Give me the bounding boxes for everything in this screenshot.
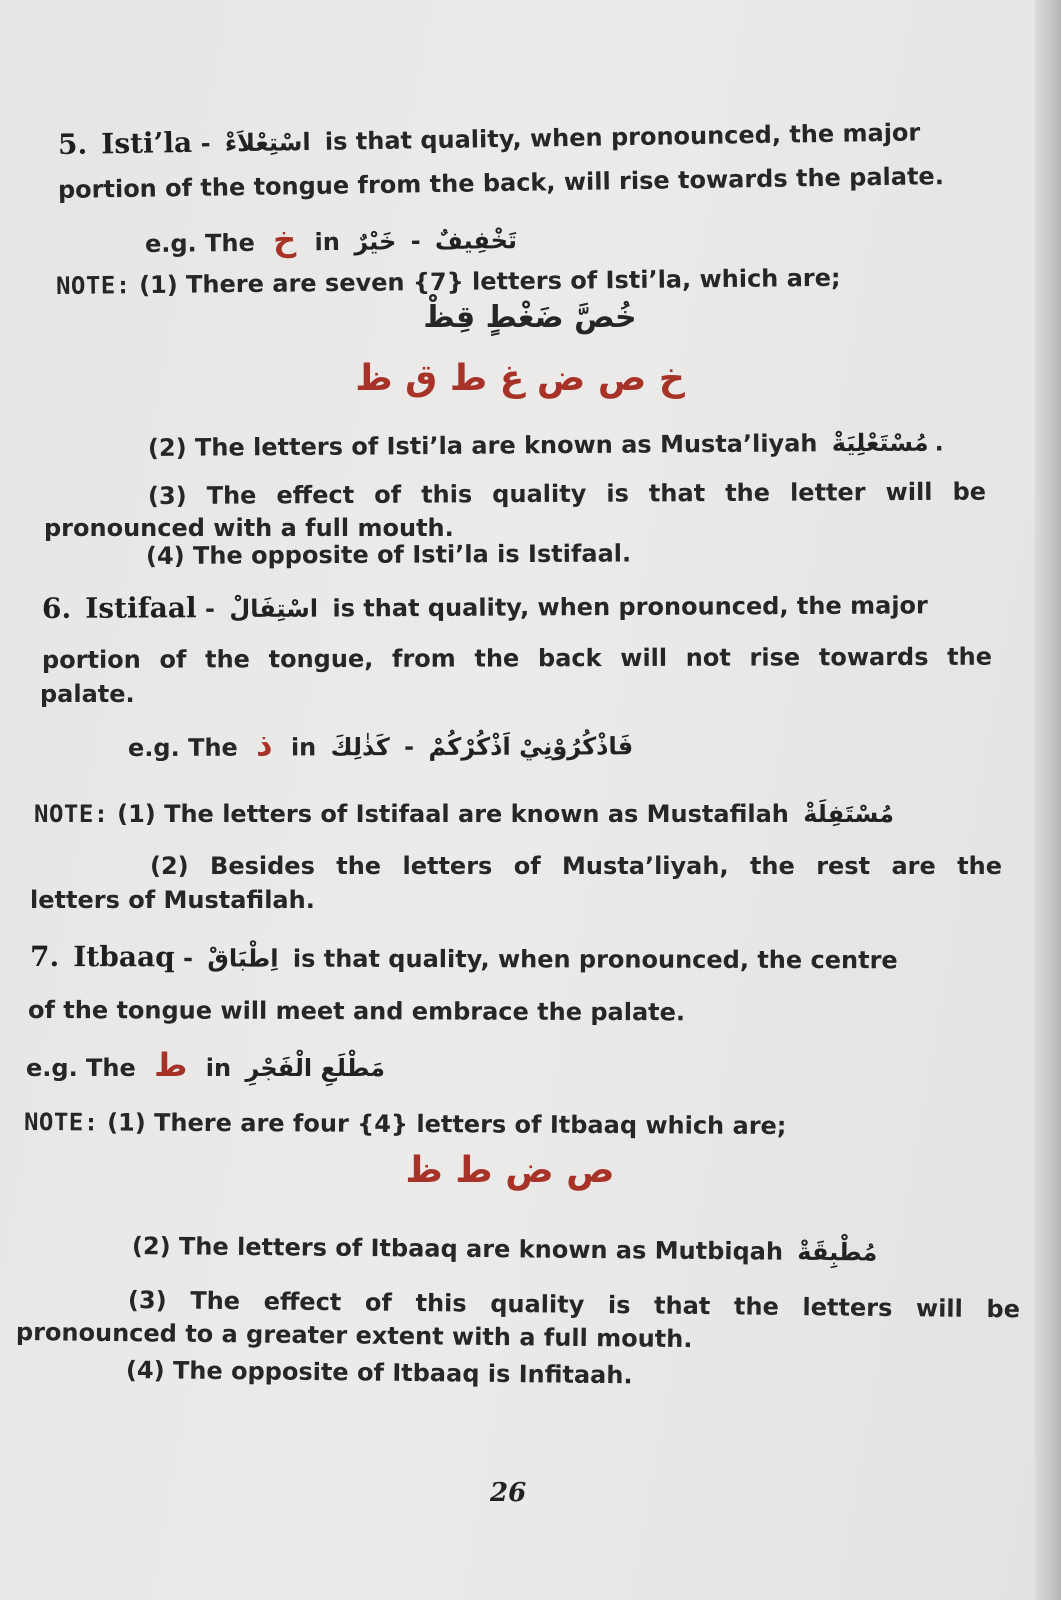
sec7-eg-in: in [205,1054,232,1082]
sec7-arabic-term: اِطْبَاقْ [207,944,279,973]
sec7-letters-list: ص ض ط ظ [405,1150,615,1191]
sec7-definition: is that quality, when pronounced, the centre [292,944,898,975]
sec5-letters-list: خ ص ض غ ط ق ظ [355,358,685,399]
sec6-dash: - [204,595,216,624]
sec7-heading-line [30,940,898,975]
sec5-note3-line1: (3) The effect of this quality is that the letter will be [147,477,987,510]
sec6-eg-dash: - [404,733,415,762]
sec6-definition: is that quality, when pronounced, the major [332,591,928,623]
sec6-heading-line [42,587,928,625]
sec6-note2-line1: (2) Besides the letters of Musta’liyah, the rest are the [150,852,1002,880]
sec5-term: Isti’la [100,125,193,161]
sec5-eg-dash: - [410,227,421,256]
sec5-dash: - [200,129,211,158]
sec7-note3-line2: pronounced to a greater extent with a full mouth. [15,1318,693,1354]
sec5-eg-prefix: e.g. The [144,228,255,258]
sec5-eg-letter: خ [272,220,297,259]
sec7-note1-text: (1) There are four {4} letters of Itbaaq which are; [107,1108,787,1140]
sec7-eg-letter: ط [154,1046,188,1084]
sec7-note4-line: (4) The opposite of Itbaaq is Infitaah. [125,1356,633,1390]
sec7-note3-line1: (3) The effect of this quality is that the letters will be [127,1286,1021,1324]
sec5-arabic-term: اسْتِعْلاَءْ [224,128,311,158]
sec5-definition: is that quality, when pronounced, the major [324,118,921,156]
page-number: 26 [490,1478,527,1508]
sec5-note2-arabic: مُسْتَعْلِيَةْ [831,428,929,458]
sec7-note2-arabic: مُطْبِقَةْ [797,1237,878,1267]
sec5-eg-word1: خَيْرٌ [354,227,397,256]
sec7-note-label: NOTE: [23,1108,99,1137]
sec7-definition-line2: of the tongue will meet and embrace the palate. [27,996,686,1027]
sec6-note-label: NOTE: [34,800,109,828]
sec5-eg-word2: تَخْفِيفٌ [434,226,518,255]
sec5-definition-line2: portion of the tongue from the back, will rise towards the palate. [57,162,945,204]
sec5-note2-end: . [934,428,944,457]
sec6-definition-line3: palate. [40,680,135,708]
sec5-note3-line2: pronounced with a full mouth. [44,514,454,542]
sec5-eg-in: in [314,227,341,257]
sec6-example-line [128,724,639,764]
sec7-note2-line [132,1232,883,1267]
sec5-note1-line [56,264,841,300]
sec5-example-line [145,218,523,260]
sec5-note4-line: (4) The opposite of Isti’la is Istifaal. [145,539,632,570]
sec6-eg-prefix: e.g. The [127,733,238,762]
sec6-number: 6. [41,591,72,625]
sec5-heading-line [58,114,921,161]
sec6-eg-letter: ذ [256,725,273,764]
sec5-note1-text: (1) There are seven {7} letters of Isti’la, which are; [138,263,841,300]
sec5-note-label: NOTE: [55,271,131,300]
sec7-number: 7. [29,940,60,974]
sec6-note1-text: (1) The letters of Istifaal are known as Mustafilah [117,800,789,828]
sec6-note1-line [34,800,900,828]
page-edge-shadow [1035,0,1061,1600]
sec6-note2-line2: letters of Mustafilah. [30,886,315,914]
sec7-eg-prefix: e.g. The [26,1054,136,1082]
sec5-note2-text: (2) The letters of Isti’la are known as Musta’liyah [147,429,818,462]
sec6-definition-line2: portion of the tongue, from the back will not rise towards the [41,642,993,674]
sec5-number: 5. [57,127,88,161]
sec6-eg-in: in [290,733,317,762]
sec6-note1-arabic: مُسْتَفِلَةْ [803,800,894,828]
sec7-example-line [26,1046,391,1084]
sec6-arabic-term: اسْتِفَالْ [229,594,319,624]
sec7-note1-line [24,1108,787,1140]
sec7-dash: - [183,944,194,973]
sec5-note2-line [148,428,944,462]
sec6-eg-word1: كَذٰلِكَ [330,733,390,762]
sec7-term: Itbaaq [73,940,175,974]
sec6-term: Istifaal [85,591,197,625]
sec6-eg-word2: فَاذْكُرُوْنِيْ اَذْكُرْكُمْ [428,732,634,761]
sec7-eg-word: مَطْلَعِ الْفَجْرِ [245,1054,385,1082]
sec7-note2-text: (2) The letters of Itbaaq are known as Mutbiqah [131,1232,784,1266]
sec5-letters-phrase: خُصَّ ضَغْطٍ قِظْ [423,300,637,335]
